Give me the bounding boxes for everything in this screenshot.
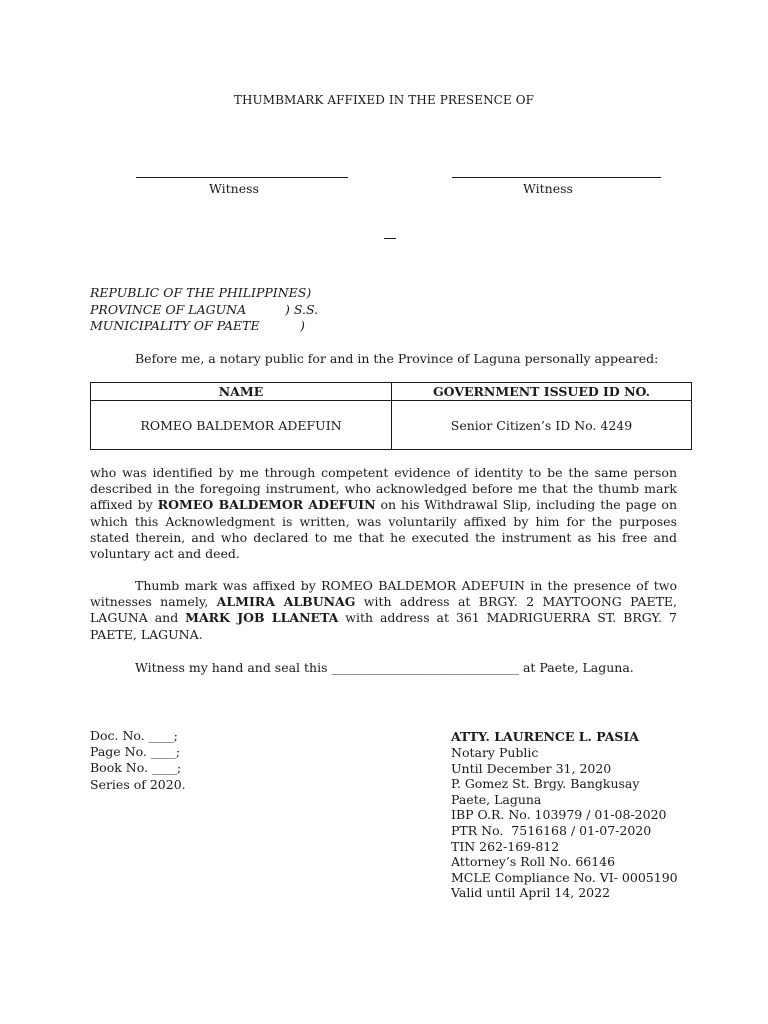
notary-name: ATTY. LAURENCE L. PASIA: [451, 729, 640, 744]
acknowledgment-name: ROMEO BALDEMOR ADEFUIN: [157, 497, 376, 513]
table-header-name: NAME: [91, 383, 392, 401]
notary-ibp: IBP O.R. No. 103979 / 01-08-2020: [451, 807, 667, 823]
venue-line-province: [90, 302, 350, 319]
notary-address-street: P. Gomez St. Brgy. Bangkusay: [451, 776, 640, 792]
series-year: Series of 2020.: [90, 776, 186, 792]
intro-paragraph: Before me, a notary public for and in the Province of Laguna personally appeared:: [135, 351, 659, 366]
venue-ss-text: ) S.S.: [285, 301, 319, 317]
venue-municipality-text: MUNICIPALITY OF PAETE: [90, 318, 260, 333]
venue-line-republic: [90, 285, 350, 302]
table-row: [91, 401, 692, 450]
separator-dash: [384, 238, 396, 239]
page-number: Page No. ____;: [90, 744, 181, 760]
seal-text-after: at Paete, Laguna.: [519, 660, 634, 675]
doc-number: Doc. No. ____;: [90, 728, 178, 743]
notary-tin: TIN 262-169-812: [451, 838, 560, 854]
seal-text-before: Witness my hand and seal this: [135, 660, 332, 675]
venue-block: [90, 285, 350, 335]
identity-table: [90, 382, 692, 450]
table-cell-name: ROMEO BALDEMOR ADEFUIN: [91, 401, 392, 450]
thumbmark-text-3: with address at 361 MADRIGUERRA ST. BRGY. 7 PAETE, LAGUNA.: [90, 610, 678, 642]
acknowledgment-text-2: on his Withdrawal Slip, including the page on which this Acknowledgment is written, was voluntarily affixed by him for the purposes stated therein, and who declared to me that he executed the instrument as his free and voluntary act and deed.: [90, 497, 677, 562]
witness-signature-line-left: [136, 177, 348, 178]
document-title: THUMBMARK AFFIXED IN THE PRESENCE OF: [233, 93, 535, 107]
witness-label-left: Witness: [209, 181, 259, 196]
thumbmark-paragraph: [90, 578, 677, 643]
venue-republic-text: REPUBLIC OF THE PHILIPPINES): [90, 285, 312, 300]
venue-province-text: PROVINCE OF LAGUNA: [90, 301, 247, 317]
witness-name-1: ALMIRA ALBUNAG: [216, 594, 356, 610]
acknowledgment-text-1: who was identified by me through competent evidence of identity to be the same person described in the foregoing instrument, who acknowledged before me that the thumb mark affixed by: [90, 465, 677, 513]
venue-paren-text: ): [300, 318, 305, 333]
table-cell-id: Senior Citizen’s ID No. 4249: [392, 401, 692, 450]
notary-commission-validity: Until December 31, 2020: [451, 760, 612, 776]
notary-ptr: PTR No. 7516168 / 01-07-2020: [451, 822, 652, 838]
table-header-row: [91, 383, 692, 401]
notary-address-town: Paete, Laguna: [451, 791, 542, 807]
seal-date-blank: ______________________________: [331, 660, 519, 675]
witness-name-2: MARK JOB LLANETA: [185, 610, 339, 626]
table-header-id: GOVERNMENT ISSUED ID NO.: [392, 383, 692, 401]
acknowledgment-paragraph: [90, 465, 677, 562]
witness-signature-line-right: [452, 177, 661, 178]
thumbmark-text-1: Thumb mark was affixed by ROMEO BALDEMOR ADEFUIN in the presence of two witnesses namely,: [90, 578, 677, 610]
thumbmark-text-2: with address at BRGY. 2 MAYTOONG PAETE, LAGUNA and: [90, 594, 677, 626]
seal-paragraph: [90, 660, 677, 676]
notary-roll-number: Attorney’s Roll No. 66146: [451, 854, 616, 870]
venue-line-municipality: [90, 318, 350, 335]
doc-reference-block: [90, 728, 186, 793]
witness-label-right: Witness: [523, 181, 573, 196]
book-number: Book No. ____;: [90, 760, 182, 776]
notary-block: [451, 728, 678, 901]
notary-mcle: MCLE Compliance No. VI- 0005190: [451, 869, 678, 885]
notary-title: Notary Public: [451, 745, 539, 760]
notary-mcle-validity: Valid until April 14, 2022: [451, 885, 611, 901]
